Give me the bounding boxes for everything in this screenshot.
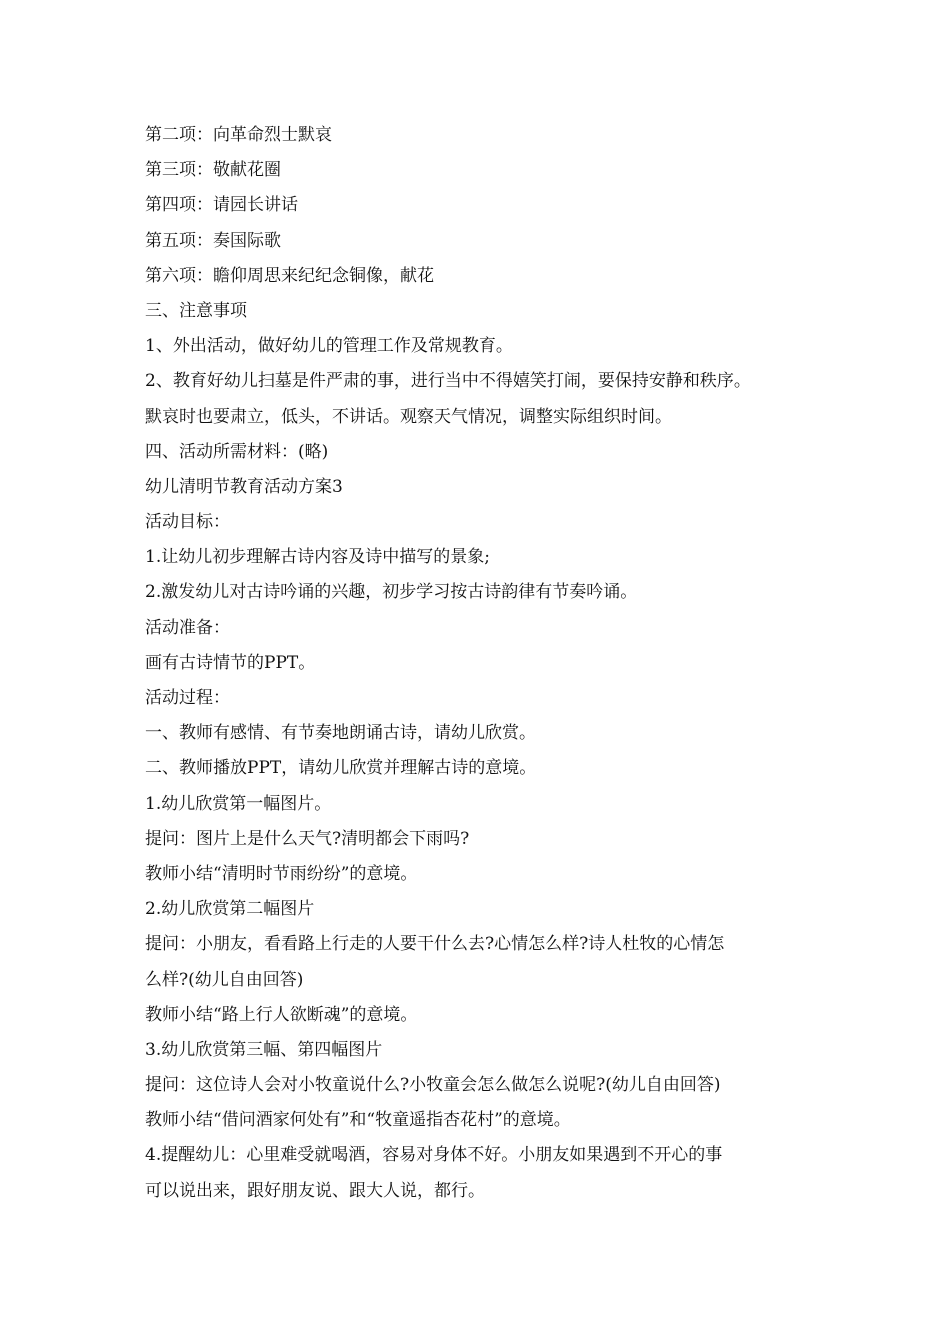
- section-heading: 活动准备：: [145, 617, 230, 638]
- section-heading: 活动过程：: [145, 688, 230, 708]
- text-line: 2.激发幼儿对古诗吟诵的兴趣，初步学习按古诗韵律有节奏吟诵。: [145, 582, 638, 603]
- text-line: 第三项：敬献花圈: [145, 160, 281, 181]
- text-line: 1.让幼儿初步理解古诗内容及诗中描写的景象;: [145, 547, 490, 568]
- section-heading: 四、活动所需材料：(略): [145, 441, 329, 462]
- text-line: 2.幼儿欣赏第二幅图片: [145, 899, 315, 920]
- text-line: 提问：小朋友，看看路上行走的人要干什么去?心情怎么样?诗人杜牧的心情怎: [145, 934, 725, 955]
- text-line: 第六项：瞻仰周思来纪纪念铜像，献花: [145, 265, 434, 286]
- text-line: 教师小结“清明时节雨纷纷”的意境。: [145, 863, 418, 884]
- text-line: 第二项：向革命烈士默哀: [145, 125, 332, 145]
- text-line: 4.提醒幼儿：心里难受就喝酒，容易对身体不好。小朋友如果遇到不开心的事: [145, 1145, 723, 1166]
- document-title: 幼儿清明节教育活动方案3: [145, 476, 343, 497]
- text-line: 画有古诗情节的PPT。: [145, 652, 316, 673]
- text-line: 3.幼儿欣赏第三幅、第四幅图片: [145, 1039, 383, 1060]
- text-line: 教师小结“借问酒家何处有”和“牧童遥指杏花村”的意境。: [145, 1110, 571, 1131]
- text-line: 提问：图片上是什么天气?清明都会下雨吗?: [145, 828, 470, 849]
- text-line: 教师小结“路上行人欲断魂”的意境。: [145, 1004, 418, 1025]
- text-line: 可以说出来，跟好朋友说、跟大人说，都行。: [145, 1180, 485, 1201]
- section-heading: 三、注意事项: [145, 300, 247, 321]
- text-line: 提问：这位诗人会对小牧童说什么?小牧童会怎么做怎么说呢?(幼儿自由回答): [145, 1075, 721, 1096]
- text-line: 1.幼儿欣赏第一幅图片。: [145, 793, 332, 814]
- text-line: 二、教师播放PPT，请幼儿欣赏并理解古诗的意境。: [145, 758, 537, 779]
- text-line: 第五项：奏国际歌: [145, 230, 281, 251]
- text-line: 1、外出活动，做好幼儿的管理工作及常规教育。: [145, 336, 513, 357]
- text-line: 2、教育好幼儿扫墓是件严肃的事，进行当中不得嬉笑打闹，要保持安静和秩序。: [145, 371, 751, 392]
- document-body: [145, 118, 825, 1209]
- section-heading: 活动目标：: [145, 512, 230, 533]
- text-line: 第四项：请园长讲话: [145, 195, 298, 216]
- text-line: 么样?(幼儿自由回答): [145, 969, 304, 990]
- text-line: 默哀时也要肃立，低头，不讲话。观察天气情况，调整实际组织时间。: [145, 406, 672, 427]
- text-line: 一、教师有感情、有节奏地朗诵古诗，请幼儿欣赏。: [145, 723, 536, 744]
